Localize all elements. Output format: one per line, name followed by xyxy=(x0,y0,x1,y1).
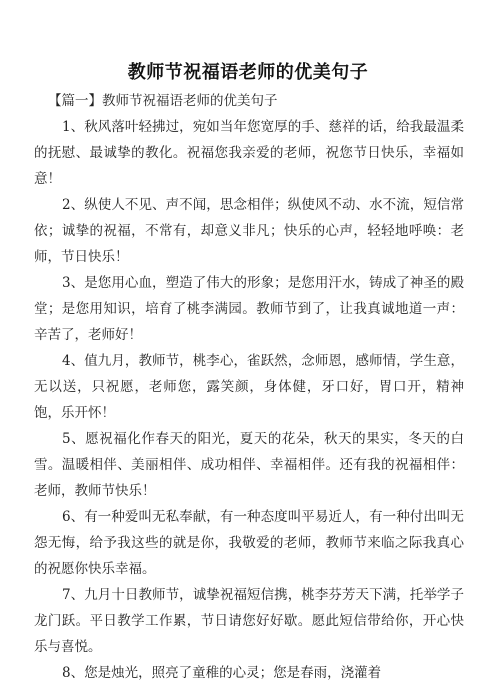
paragraph-8: 8、您是烛光，照亮了童稚的心灵；您是春雨，浇灌着 xyxy=(62,665,382,681)
paragraph-3: 3、是您用心血，塑造了伟大的形象；是您用汗水，铸成了神圣的殿堂；是您用知识，培育了桃李满园。教师节到了，让我真诚地道一声：辛苦了，老师好！ xyxy=(34,275,464,343)
paragraph-1: 1、秋风落叶轻拂过，宛如当年您宽厚的手、慈祥的话，给我最温柔的抚慰、最诚挚的教化。祝福您我亲爱的老师，祝您节日快乐，幸福如意！ xyxy=(34,119,464,187)
document-body xyxy=(34,88,464,686)
paragraph-4: 4、值九月，教师节，桃李心，雀跃然，念师恩，感师情，学生意，无以送，只祝愿，老师您，露笑颜，身体健，牙口好，胃口开，精神饱，乐开怀！ xyxy=(34,353,464,421)
paragraph-5: 5、愿祝福化作春天的阳光，夏天的花朵，秋天的果实，冬天的白雪。温暖相伴、美丽相伴、成功相伴、幸福相伴。还有我的祝福相伴：老师，教师节快乐！ xyxy=(34,431,464,499)
document-title: 教师节祝福语老师的优美句子 xyxy=(127,62,369,83)
section-heading: 【篇一】教师节祝福语老师的优美句子 xyxy=(48,93,278,109)
paragraph-6: 6、有一种爱叫无私奉献，有一种态度叫平易近人，有一种付出叫无怨无悔，给予我这些的就是你，我敬爱的老师，教师节来临之际我真心的祝愿你快乐幸福。 xyxy=(34,509,464,577)
paragraph-2: 2、纵使人不见、声不闻，思念相伴；纵使风不动、水不流，短信常依；诚挚的祝福，不常有，却意义非凡；快乐的心声，轻轻地呼唤：老师，节日快乐！ xyxy=(34,197,464,265)
paragraph-7: 7、九月十日教师节，诚挚祝福短信携，桃李芬芳天下满，托举学子龙门跃。平日教学工作累，节日请您好好歇。愿此短信带给你，开心快乐与喜悦。 xyxy=(34,587,464,655)
